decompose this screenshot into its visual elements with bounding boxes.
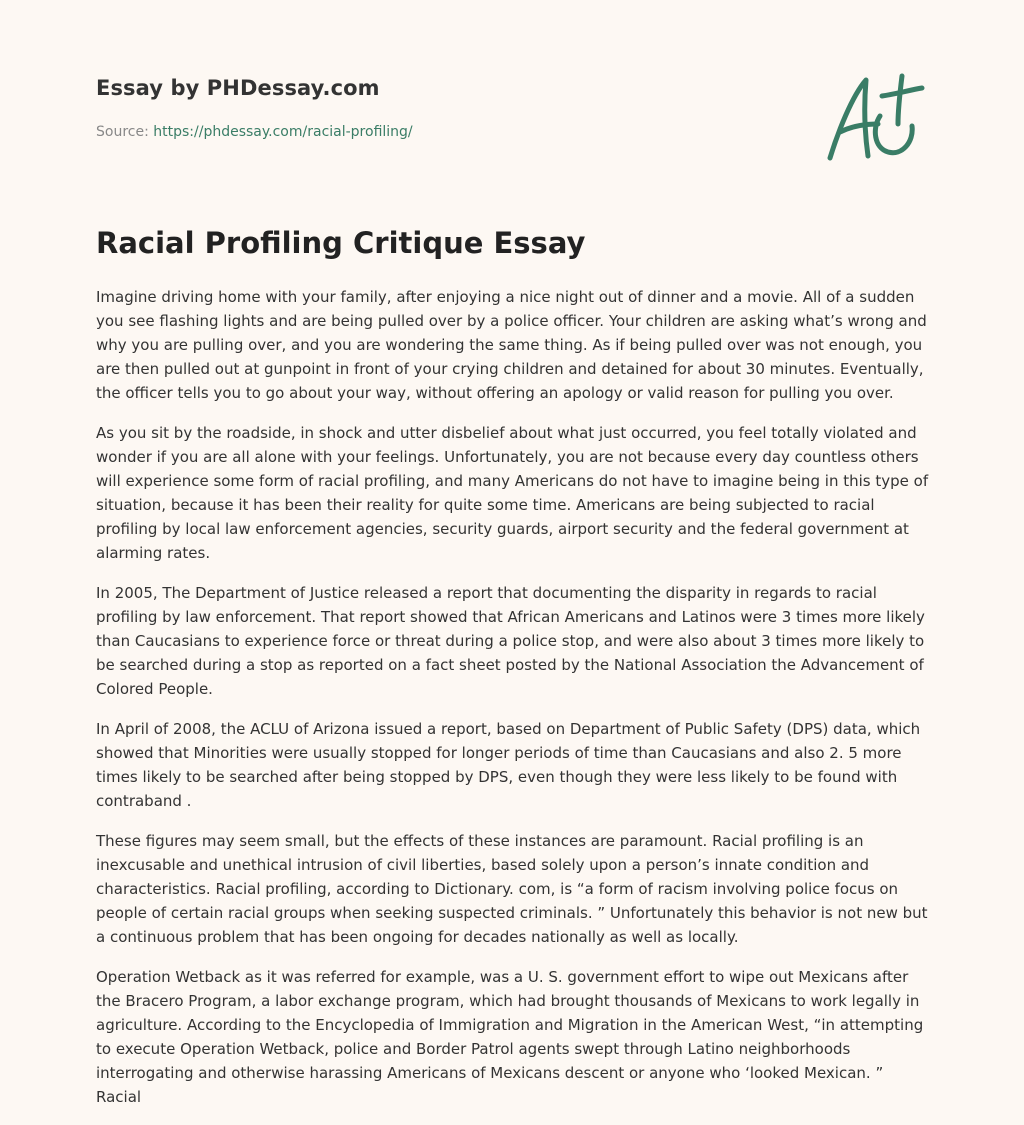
a-plus-logo-icon xyxy=(818,66,934,170)
paragraph: In 2005, The Department of Justice released a report that documenting the disparity in regards to racial profiling by law enforcement. That report showed that African Americans and Latinos were 3 times more likely than Caucasians to experience force or threat during a police stop, and were also about 3 times more likely to be searched during a stop as reported on a fact sheet posted by the National Association the Advancement of Colored People. xyxy=(96,584,925,698)
paragraph: Operation Wetback as it was referred for example, was a U. S. government effort to wipe out Mexicans after the Bracero Program, a labor exchange program, which had brought thousands of Mexicans to work legally in agriculture. According to the Encyclopedia of Immigration and Migration in the American West, “in attempting to execute Operation Wetback, police and Border Patrol agents swept through Latino neighborhoods interrogating and otherwise harassing Americans of Mexicans descent or anyone who ‘looked Mexican. ” Racial xyxy=(96,968,924,1106)
site-title: Essay by PHDessay.com xyxy=(96,76,380,100)
paragraph: As you sit by the roadside, in shock and utter disbelief about what just occurred, you feel totally violated and wonder if you are all alone with your feelings. Unfortunately, you are not because every day countless others will experience some form of racial profiling, and many Americans do not have to imagine being in this type of situation, because it has been their reality for quite some time. Americans are being subjected to racial profiling by local law enforcement agencies, security guards, airport security and the federal government at alarming rates. xyxy=(96,424,929,562)
essay-body xyxy=(96,285,932,1125)
essay-title: Racial Profiling Critique Essay xyxy=(96,226,586,260)
source-label: Source: xyxy=(96,124,149,140)
paragraph: In April of 2008, the ACLU of Arizona issued a report, based on Department of Public Safety (DPS) data, which showed that Minorities were usually stopped for longer periods of time than Caucasians and also 2. 5 more times likely to be searched after being stopped by DPS, even though they were less likely to be found with contraband . xyxy=(96,720,921,810)
paragraph: These figures may seem small, but the effects of these instances are paramount. Racial profiling is an inexcusable and unethical intrusion of civil liberties, based solely upon a person’s innate condition and characteristics. Racial profiling, according to Dictionary. com, is “a form of racism involving police focus on people of certain racial groups when seeking suspected criminals. ” Unfortunately this behavior is not new but a continuous problem that has been ongoing for decades nationally as well as locally. xyxy=(96,832,928,946)
source-line xyxy=(96,124,413,140)
paragraph: Imagine driving home with your family, after enjoying a nice night out of dinner and a movie. All of a sudden you see flashing lights and are being pulled over by a police officer. Your children are asking what’s wrong and why you are pulling over, and you are wondering the same thing. As if being pulled over was not enough, you are then pulled out at gunpoint in front of your crying children and detained for about 30 minutes. Eventually, the officer tells you to go about your way, without offering an apology or valid reason for pulling you over. xyxy=(96,288,927,402)
source-link[interactable]: https://phdessay.com/racial-profiling/ xyxy=(153,124,413,140)
